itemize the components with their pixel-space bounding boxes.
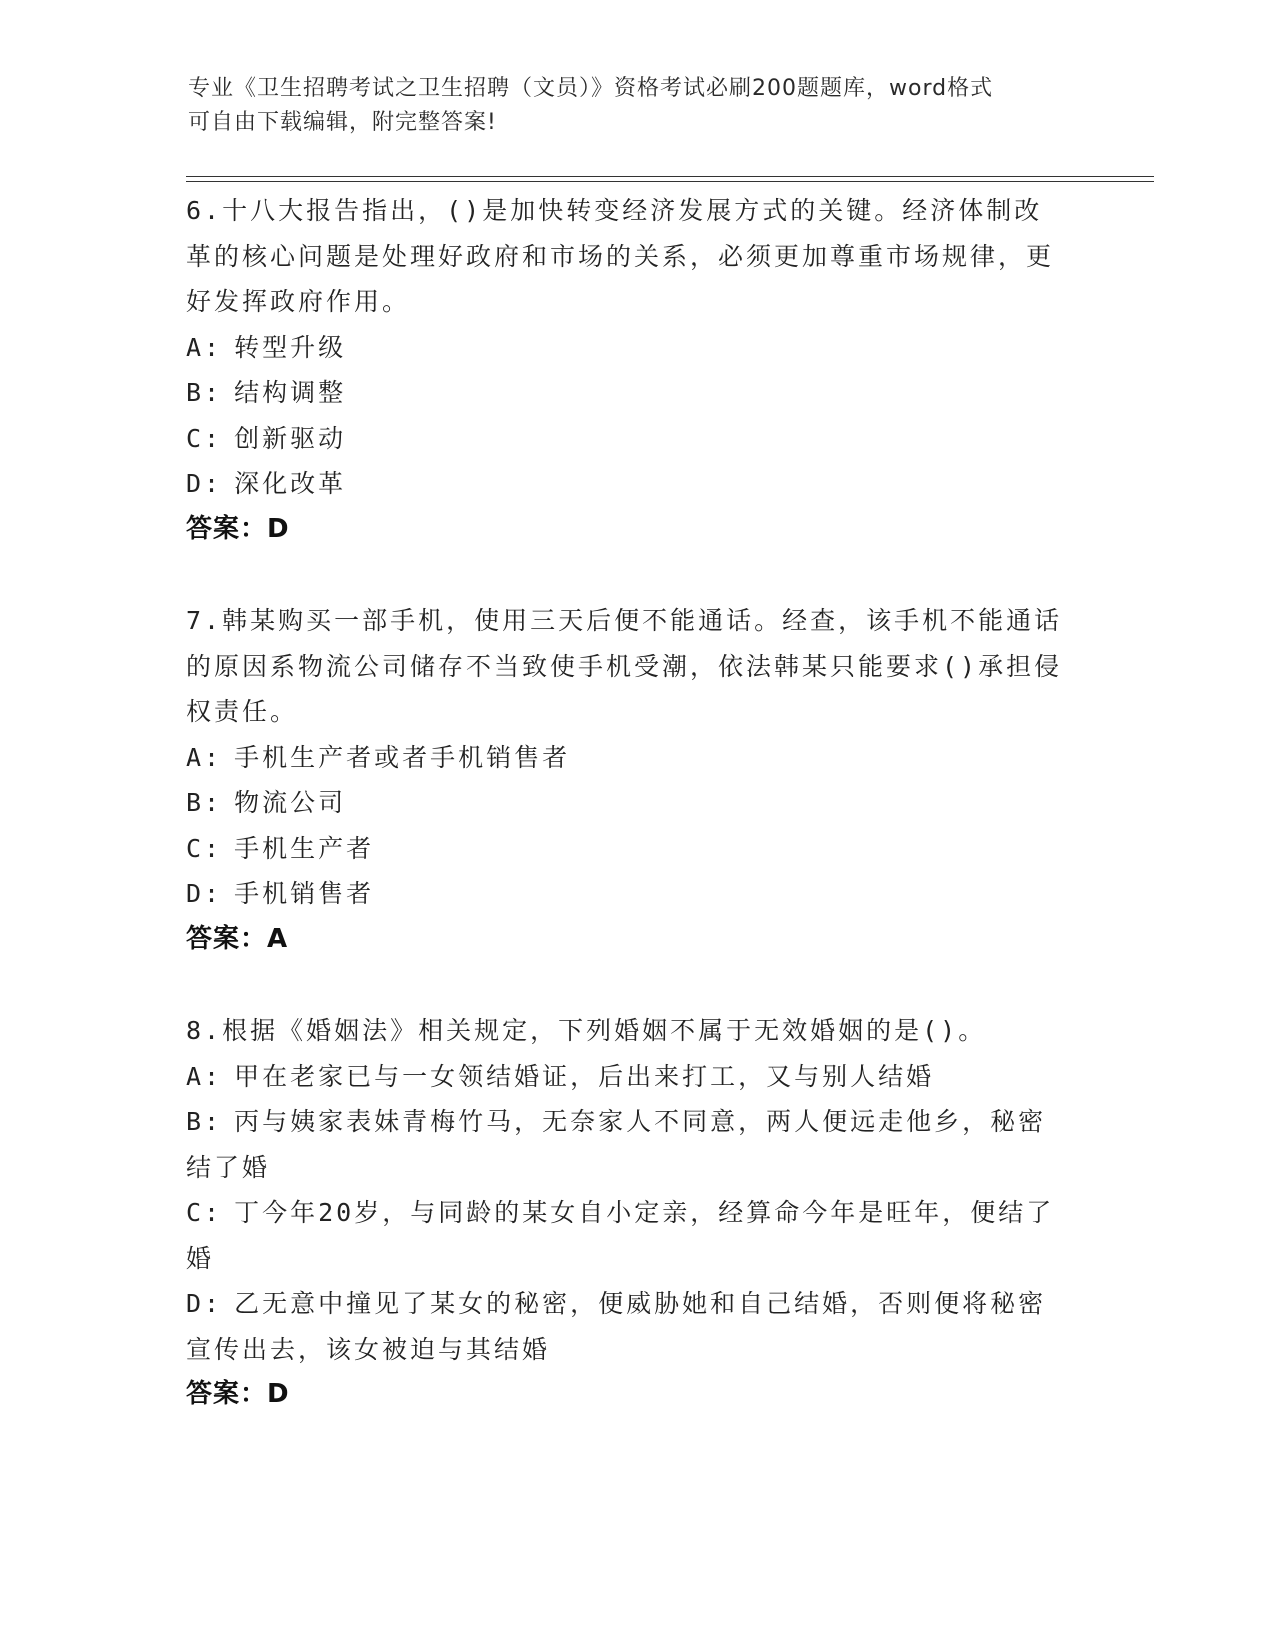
question-6 [186,188,1066,552]
option-text: 手机销售者 [234,879,375,908]
option-text: 物流公司 [234,788,347,817]
question-stem: 6.十八大报告指出，()是加快转变经济发展方式的关键。经济体制改革的核心问题是处理好政府和市场的关系，必须更加尊重市场规律，更好发挥政府作用。 [186,196,1055,316]
question-stem: 8.根据《婚姻法》相关规定，下列婚姻不属于无效婚姻的是()。 [186,1016,987,1045]
option-key: D: [186,1289,223,1318]
option-key: D: [186,469,223,498]
option-text: 丙与姨家表妹青梅竹马，无奈家人不同意，两人便远走他乡，秘密结了婚 [186,1107,1047,1182]
option-text: 甲在老家已与一女领结婚证，后出来打工，又与别人结婚 [234,1061,935,1091]
option-text: 乙无意中撞见了某女的秘密，便威胁她和自己结婚，否则便将秘密宣传出去，该女被迫与其结婚 [186,1289,1047,1364]
option-key: A: [186,742,223,772]
option-a [186,735,1066,781]
option-text: 深化改革 [234,469,347,498]
option-text: 创新驱动 [234,423,347,453]
option-text: 手机生产者 [234,833,375,863]
option-c [186,416,1066,462]
option-c [186,1190,1066,1281]
option-key: D: [186,879,223,908]
option-text: 转型升级 [234,332,347,362]
option-b [186,1099,1066,1190]
option-text: 结构调整 [234,378,347,407]
option-key: A: [186,332,223,362]
option-a [186,1054,1066,1100]
option-d [186,871,1066,917]
option-d [186,1281,1066,1372]
option-c [186,826,1066,872]
document-header [188,72,1068,140]
header-title-line-2: 可自由下载编辑，附完整答案! [188,110,497,135]
option-text: 丁今年20岁，与同龄的某女自小定亲，经算命今年是旺年，便结了婚 [186,1198,1055,1273]
option-key: B: [186,1107,223,1136]
option-text: 手机生产者或者手机销售者 [234,742,571,772]
option-key: C: [186,1198,223,1227]
answer-line: 答案：D [186,513,290,544]
answer-line: 答案：A [186,923,289,954]
option-key: A: [186,1061,223,1091]
question-8 [186,1008,1066,1418]
option-b [186,780,1066,826]
option-key: C: [186,423,223,453]
option-d [186,461,1066,507]
question-stem: 7.韩某购买一部手机，使用三天后便不能通话。经查，该手机不能通话的原因系物流公司储存不当致使手机受潮，依法韩某只能要求()承担侵权责任。 [186,606,1063,726]
header-divider-top [186,176,1154,177]
option-b [186,370,1066,416]
header-title-line-1: 专业《卫生招聘考试之卫生招聘（文员）》资格考试必刷200题题库，word格式 [188,76,994,101]
option-key: B: [186,378,223,407]
question-7 [186,598,1066,962]
answer-line: 答案：D [186,1379,290,1409]
header-divider-bottom [186,181,1154,182]
option-key: B: [186,788,223,817]
option-a [186,325,1066,371]
option-key: C: [186,833,223,863]
